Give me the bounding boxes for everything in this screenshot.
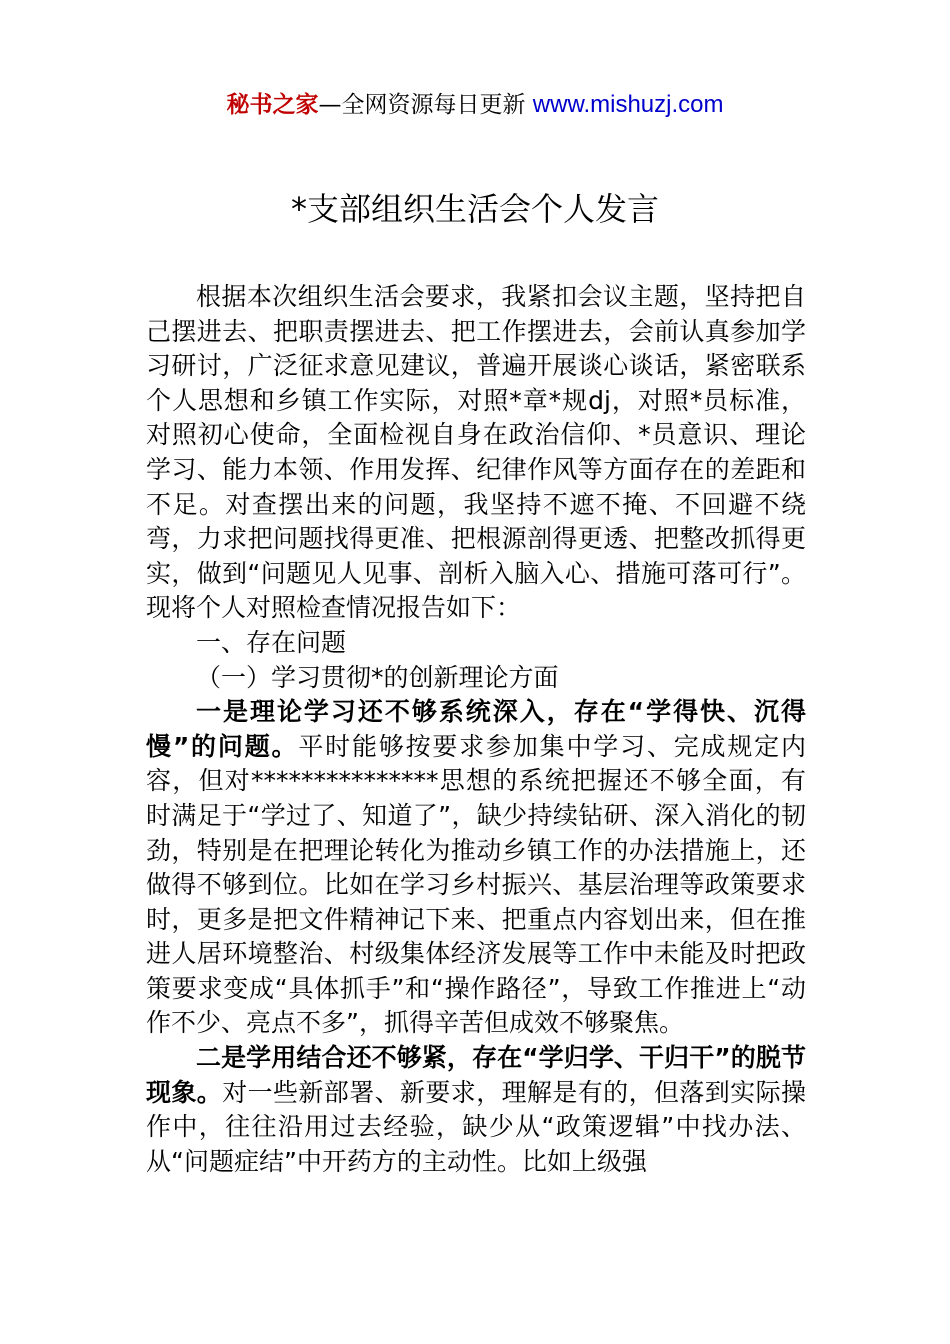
site-url-link[interactable]: www.mishuzj.com <box>532 91 724 118</box>
point-paragraph-2 <box>146 1041 806 1179</box>
point-paragraph-1 <box>146 695 806 1041</box>
intro-paragraph: 根据本次组织生活会要求，我紧扣会议主题，坚持把自己摆进去、把职责摆进去、把工作摆进去，会前认真参加学习研讨，广泛征求意见建议，普遍开展谈心谈话，紧密联系个人思想和乡镇工作实际，对照*章*规dj，对照*员标准，对照初心使命，全面检视自身在政治信仰、*员意识、理论学习、能力本领、作用发挥、纪律作风等方面存在的差距和不足。对查摆出来的问题，我坚持不遮不掩、不回避不绕弯，力求把问题找得更准、把根源剖得更透、把整改抓得更实，做到“问题见人见事、剖析入脑入心、措施可落可行”。现将个人对照检查情况报告如下： <box>146 282 806 623</box>
brand-name: 秘书之家 <box>226 92 319 118</box>
header-tagline: —全网资源每日更新 <box>318 92 533 118</box>
site-header <box>0 88 950 122</box>
point-2-heading: 二是学用结合还不够紧，存在“学归学、干归干”的脱节现象。 <box>146 1043 806 1107</box>
document-body <box>146 280 806 1179</box>
point-1-heading: 一是理论学习还不够系统深入，存在“学得快、沉得慢”的问题。 <box>146 697 806 761</box>
point-2-text: 对一些新部署、新要求，理解是有的，但落到实际操作中，往往沿用过去经验，缺少从“政策逻辑”中找办法、从“问题症结”中开药方的主动性。比如上级强 <box>146 1077 806 1176</box>
section-heading: 一、存在问题 <box>196 627 347 657</box>
subsection-heading: （一）学习贯彻*的创新理论方面 <box>196 662 559 692</box>
document-title: *支部组织生活会个人发言 <box>290 190 659 228</box>
point-1-text: 平时能够按要求参加集中学习、完成规定内容，但对***************思想的系统把握还不够全面，有时满足于“学过了、知道了”，缺少持续钻研、深入消化的韧劲，特别是在把理论转化为推动乡镇工作的办法措施上，还做得不够到位。比如在学习乡村振兴、基层治理等政策要求时，更多是把文件精神记下来、把重点内容划出来，但在推进人居环境整治、村级集体经济发展等工作中未能及时把政策要求变成“具体抓手”和“操作路径”，导致工作推进上“动作不少、亮点不多”，抓得辛苦但成效不够聚焦。 <box>146 731 806 1038</box>
